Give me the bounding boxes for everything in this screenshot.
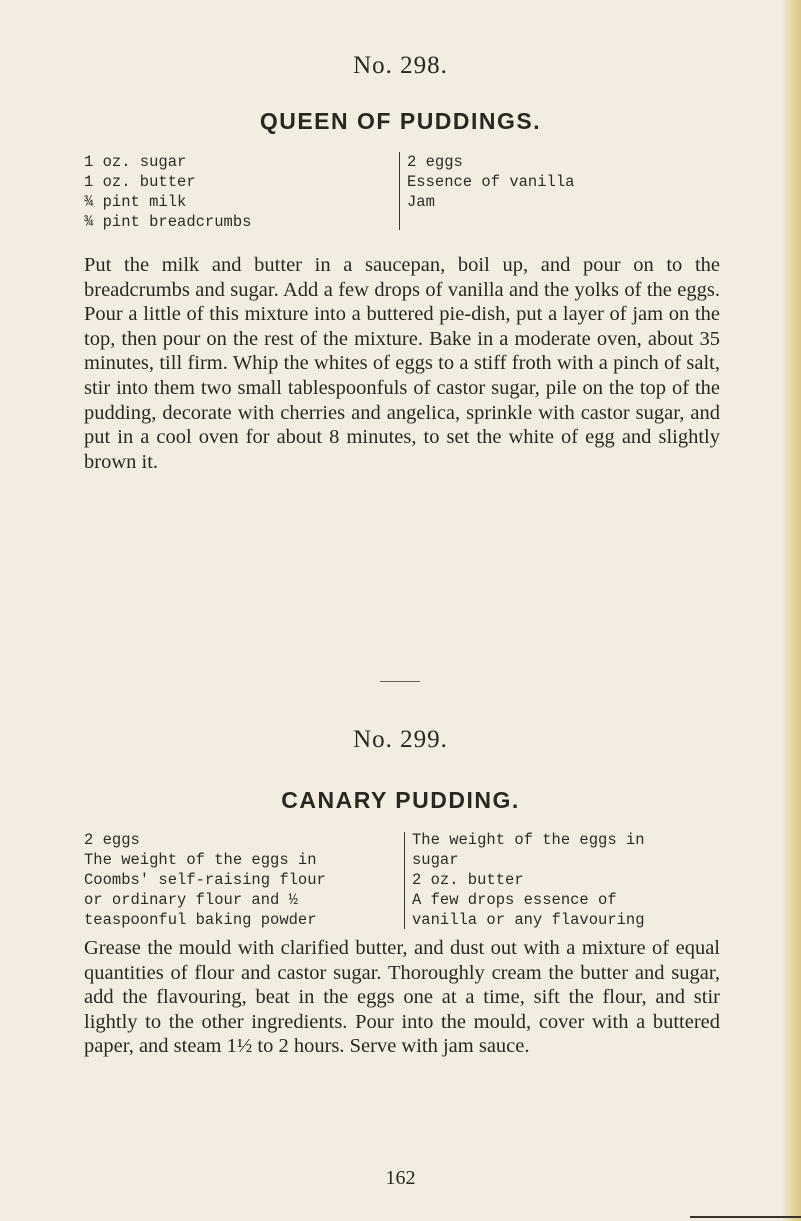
ingredients-right xyxy=(412,830,645,930)
ingredient-item: ¾ pint milk xyxy=(84,193,187,211)
ingredient-item: 1 oz. butter xyxy=(84,173,196,191)
ingredient-item: The weight of the eggs in xyxy=(84,851,317,869)
recipe-number: No. 298. xyxy=(353,52,448,79)
ingredient-divider xyxy=(404,832,405,929)
ingredients-left xyxy=(84,830,402,930)
ingredient-item: vanilla or any flavouring xyxy=(412,911,645,929)
recipe-title: CANARY PUDDING. xyxy=(281,787,520,813)
ingredient-item: 1 oz. sugar xyxy=(84,153,187,171)
recipe-number: No. 299. xyxy=(353,726,448,753)
ingredient-item: 2 eggs xyxy=(84,831,140,849)
ingredient-item: 2 eggs xyxy=(407,153,463,171)
ingredients-right xyxy=(407,152,574,212)
ingredients-left xyxy=(84,152,251,232)
ingredient-item: Essence of vanilla xyxy=(407,173,575,191)
ingredient-item: or ordinary flour and ½ xyxy=(84,891,298,909)
ingredient-item: Jam xyxy=(407,193,435,211)
recipe-title: QUEEN OF PUDDINGS. xyxy=(259,108,542,134)
ingredient-item: sugar xyxy=(412,851,459,869)
recipe-separator xyxy=(380,681,420,682)
page-bottom-rule xyxy=(690,1216,801,1218)
recipe-method: Put the milk and butter in a saucepan, boil up, and pour on to the breadcrumbs and sugar. Add a few drops of vanilla and the yolks of the eggs. Pour a little of this mixture into a buttered pie-dish, put a layer of jam on the top, then pour on the rest of the mixture. Bake in a moderate oven, about 35 minutes, till firm. Whip the whites of eggs to a stiff froth with a pinch of salt, stir into them two small tablespoonfuls of castor sugar, pile on the top of the pudding, decorate with cherries and angelica, sprinkle with castor sugar, and put in a cool oven for about 8 minutes, to set the white of egg and slightly brown it. xyxy=(84,254,720,473)
ingredient-item: ¾ pint breadcrumbs xyxy=(84,213,252,231)
ingredient-item: A few drops essence of xyxy=(412,891,617,909)
ingredient-divider xyxy=(399,152,400,230)
ingredient-item: Coombs' self-raising flour xyxy=(84,871,326,889)
ingredient-item: The weight of the eggs in xyxy=(412,831,645,849)
ingredient-item: teaspoonful baking powder xyxy=(84,911,317,929)
recipe-method: Grease the mould with clarified butter, and dust out with a mixture of equal quantities of flour and castor sugar. Thoroughly cream the butter and sugar, add the flavouring, beat in the eggs one at a time, sift the flour, and stir lightly to the other ingredients. Pour into the mould, cover with a buttered paper, and steam 1½ to 2 hours. Serve with jam sauce. xyxy=(84,937,720,1058)
page-edge xyxy=(783,0,801,1221)
page-number: 162 xyxy=(385,1167,416,1189)
ingredient-item: 2 oz. butter xyxy=(412,871,524,889)
